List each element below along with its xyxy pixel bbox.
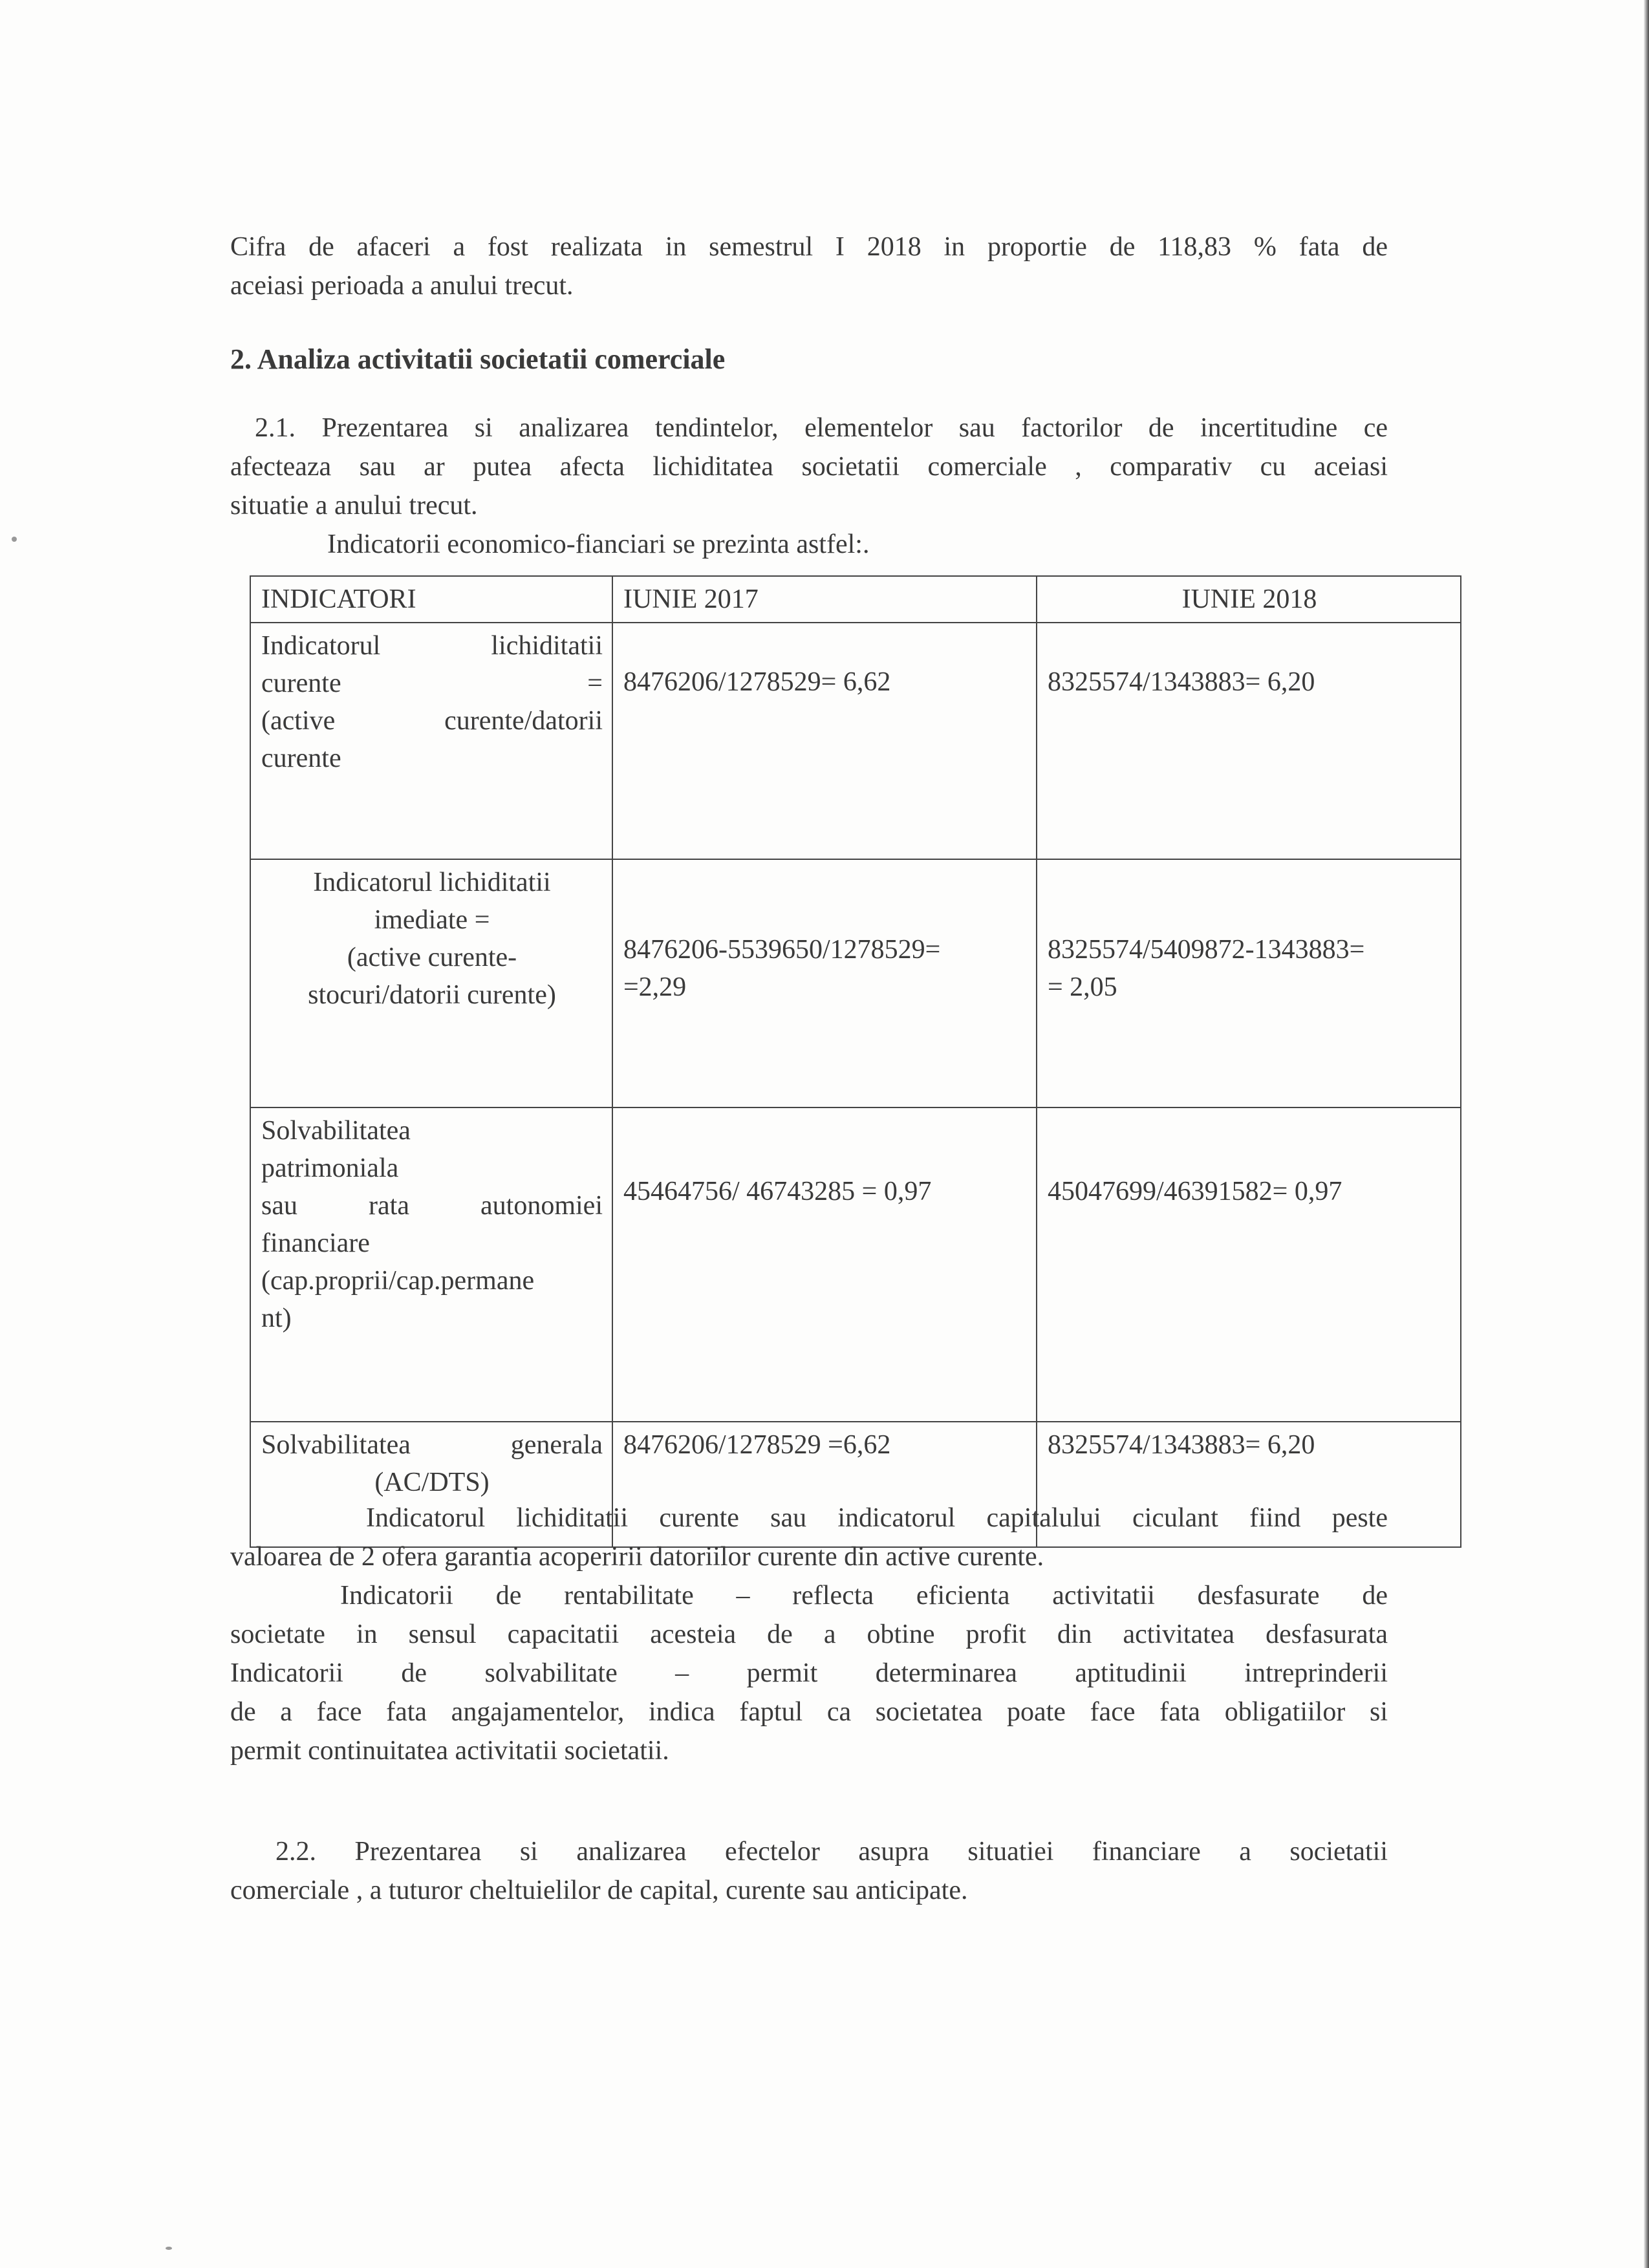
label-line: (active curente/datorii: [261, 706, 603, 736]
value-2018: 8325574/1343883= 6,20: [1037, 623, 1461, 859]
scan-speck: [166, 2247, 172, 2250]
table-row: [250, 623, 1461, 859]
label-line: Solvabilitatea: [261, 1116, 411, 1146]
label-line: (active curente-: [347, 943, 517, 972]
text-line: Cifra de afaceri a fost realizata in semestrul I 2018 in proportie de 118,83 % fata de: [230, 232, 1388, 262]
text-line: societate in sensul capacitatii acesteia de a obtine profit din activitatea desfasurata: [230, 1620, 1388, 1649]
value-2017: 8476206/1278529 =6,62: [612, 1422, 1037, 1547]
table-header: INDICATORI: [250, 576, 612, 623]
text-line: Indicatorii economico-fianciari se prezinta astfel:.: [327, 530, 870, 559]
label-line: nt): [261, 1303, 292, 1333]
label-line: patrimoniala: [261, 1153, 399, 1183]
value-2018: 45047699/46391582= 0,97: [1037, 1107, 1461, 1422]
indicator-label: [250, 623, 612, 859]
text-line: 2.1. Prezentarea si analizarea tendintelor, elementelor sau factorilor de incertitudine ce: [255, 413, 1388, 443]
text-line: Indicatorul lichiditatii curente sau indicatorul capitalului ciculant fiind peste: [366, 1503, 1388, 1533]
scan-speck: [12, 537, 17, 542]
section-2-2-paragraph: [230, 1832, 1388, 1910]
text-line: Indicatorii de solvabilitate – permit determinarea aptitudinii intreprinderii: [230, 1658, 1388, 1688]
value-line: = 2,05: [1048, 972, 1117, 1002]
text-line: permit continuitatea activitatii societatii.: [230, 1736, 669, 1766]
value-line: 8476206-5539650/1278529=: [623, 935, 941, 965]
table-header: IUNIE 2017: [612, 576, 1037, 623]
label-line: Solvabilitatea generala: [261, 1430, 603, 1460]
label-line: financiare: [261, 1228, 370, 1258]
label-line: imediate =: [374, 905, 490, 935]
table-row: [250, 1107, 1461, 1422]
text-line: 2.2. Prezentarea si analizarea efectelor asupra situatiei financiare a societatii: [275, 1837, 1388, 1867]
indicator-label: [250, 1107, 612, 1422]
label-line: Indicatorul lichiditatii: [261, 631, 603, 661]
label-line: curente: [261, 744, 341, 773]
scan-edge: [1644, 0, 1649, 2268]
text-line: comerciale , a tuturor cheltuielilor de capital, curente sau anticipate.: [230, 1876, 968, 1905]
value-2018: [1037, 859, 1461, 1107]
text-line: Indicatorii de rentabilitate – reflecta eficienta activitatii desfasurate de: [340, 1581, 1388, 1610]
label-line: sau rata autonomiei: [261, 1191, 603, 1221]
label-line: (AC/DTS): [374, 1468, 490, 1497]
label-line: curente =: [261, 669, 603, 698]
text-line: situatie a anului trecut.: [230, 491, 478, 520]
text-line: afecteaza sau ar putea afecta lichiditatea societatii comerciale , comparativ cu aceiasi: [230, 452, 1388, 482]
value-2017: [612, 859, 1037, 1107]
text-line: valoarea de 2 ofera garantia acoperirii datoriilor curente din active curente.: [230, 1542, 1044, 1572]
value-2017: 8476206/1278529= 6,62: [612, 623, 1037, 859]
table-header: IUNIE 2018: [1037, 576, 1461, 623]
label-line: Indicatorul lichiditatii: [313, 868, 551, 897]
value-2018: 8325574/1343883= 6,20: [1037, 1422, 1461, 1547]
value-line: =2,29: [623, 972, 687, 1002]
intro-paragraph: [230, 228, 1388, 305]
label-line: stocuri/datorii curente): [308, 980, 556, 1010]
text-line: de a face fata angajamentelor, indica faptul ca societatea poate face fata obligatiilor si: [230, 1697, 1388, 1727]
table-row: [250, 859, 1461, 1107]
analysis-paragraph: [230, 1499, 1388, 1770]
value-line: 8325574/5409872-1343883=: [1048, 935, 1365, 965]
section-heading: 2. Analiza activitatii societatii comerciale: [230, 343, 726, 375]
table-header-row: [250, 576, 1461, 623]
value-2017: 45464756/ 46743285 = 0,97: [612, 1107, 1037, 1422]
text-line: aceiasi perioada a anului trecut.: [230, 271, 574, 301]
indicator-label: [250, 859, 612, 1107]
indicators-table: [250, 575, 1461, 1548]
label-line: (cap.proprii/cap.permane: [261, 1266, 535, 1296]
section-2-1-paragraph: [230, 409, 1388, 564]
